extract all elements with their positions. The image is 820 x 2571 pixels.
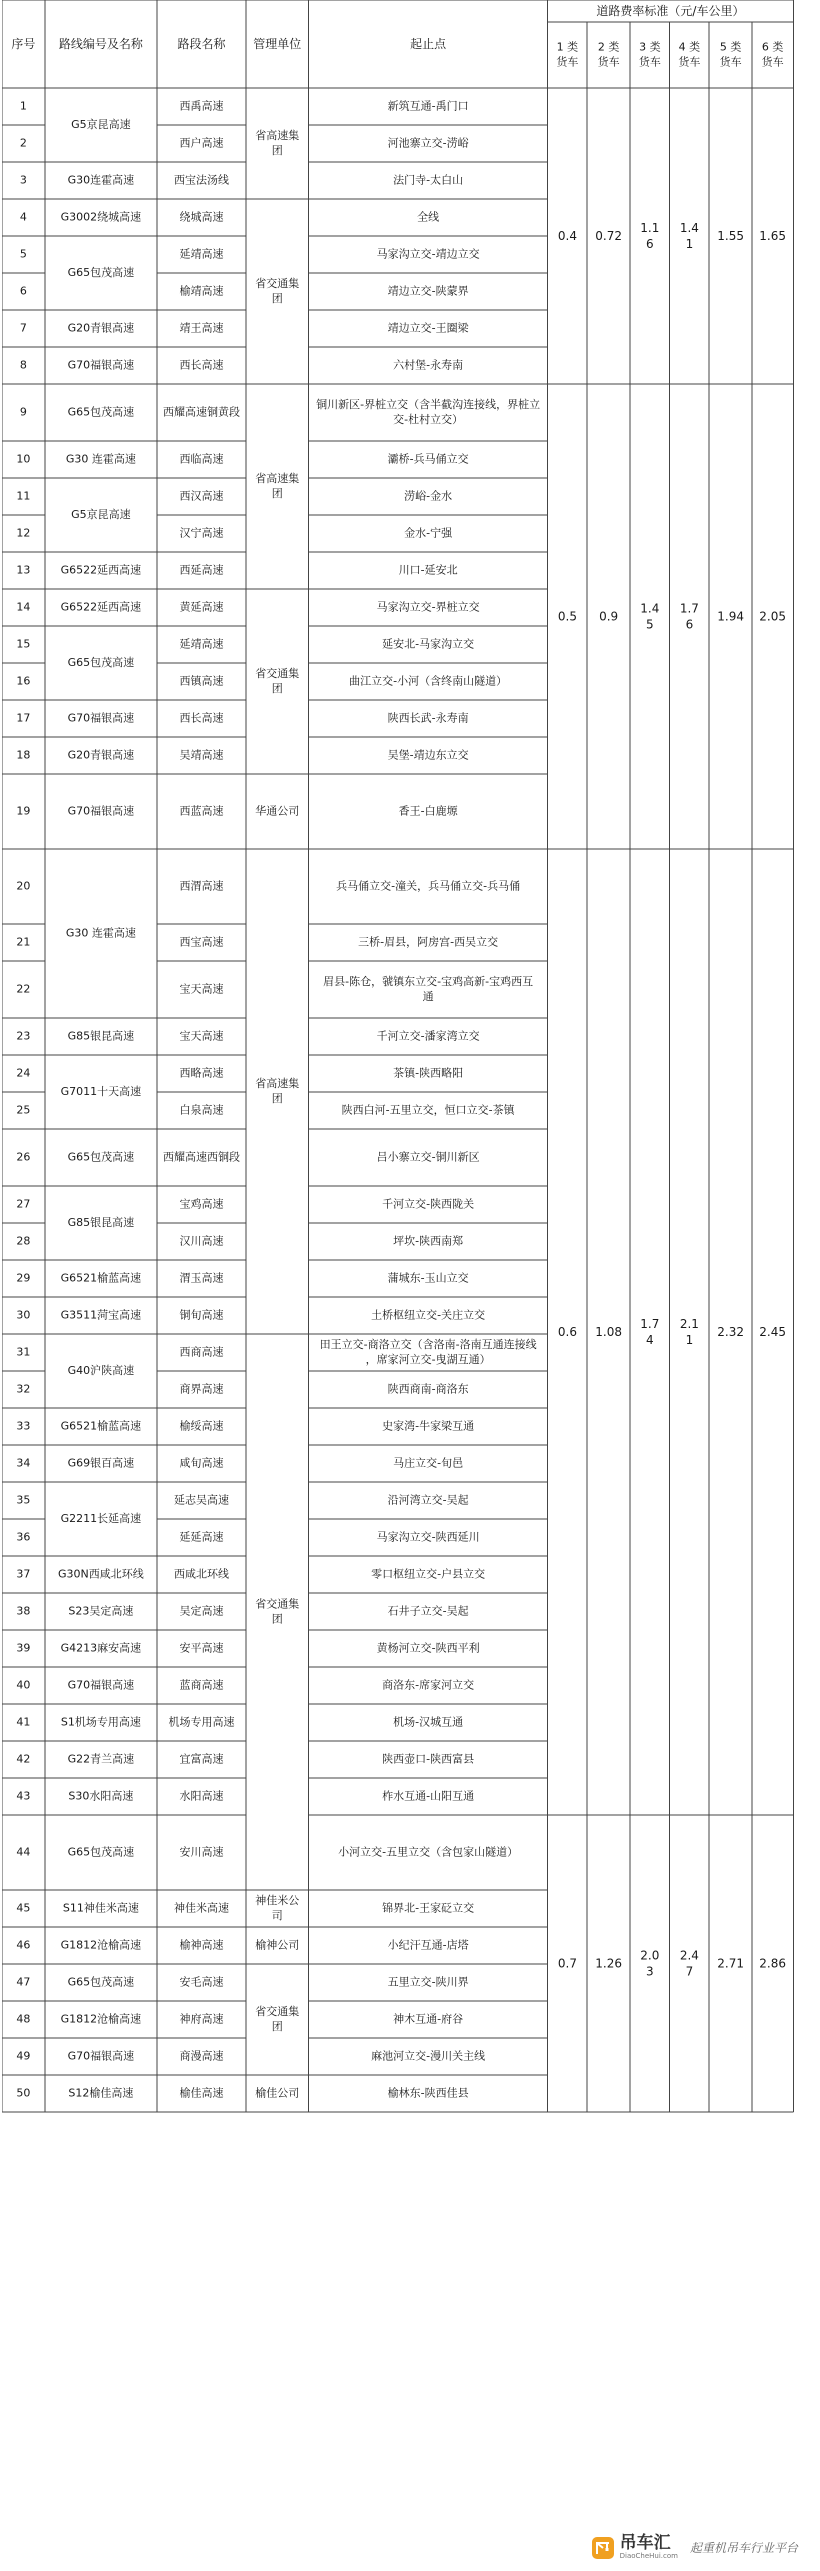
row-endpoints: 涝峪-金水 — [404, 489, 453, 503]
row-endpoints: 马家沟立交-靖边立交 — [376, 247, 480, 261]
row-seq: 43 — [16, 1789, 31, 1803]
row-seq: 7 — [19, 321, 27, 335]
row-section: 宝鸡高速 — [179, 1197, 224, 1211]
row-section: 西商高速 — [179, 1345, 224, 1359]
row-seq: 49 — [16, 2049, 31, 2063]
row-section: 吴靖高速 — [179, 748, 224, 762]
row-seq: 40 — [16, 1678, 31, 1692]
fee-rate-class-5: 1.94 — [717, 609, 744, 623]
row-endpoints: 柞水互通-山阳互通 — [382, 1789, 475, 1803]
row-endpoints: 三桥-眉县，阿房宫-西吴立交 — [358, 935, 499, 949]
header-class-5: 5 类货车 — [719, 40, 742, 69]
row-seq: 12 — [16, 526, 31, 540]
row-seq: 48 — [16, 2012, 31, 2026]
row-section: 宜富高速 — [179, 1752, 224, 1766]
row-endpoints: 金水-宁强 — [404, 526, 453, 540]
row-route: G70福银高速 — [67, 1678, 135, 1692]
row-route: G1812沧榆高速 — [60, 1938, 142, 1952]
row-seq: 23 — [16, 1029, 31, 1043]
fee-rate-class-4: 2.4 7 — [679, 1947, 699, 1979]
row-section: 延延高速 — [179, 1530, 224, 1544]
row-section: 西宝法汤线 — [173, 173, 229, 187]
row-section: 安毛高速 — [179, 1975, 224, 1989]
row-endpoints: 锦界北-王家砭立交 — [382, 1901, 475, 1915]
row-mgmt: 省交通集团 — [255, 277, 300, 305]
row-section: 绕城高速 — [179, 210, 224, 224]
row-section: 机场专用高速 — [168, 1715, 235, 1729]
row-endpoints: 兵马俑立交-潼关，兵马俑立交-兵马俑 — [336, 879, 521, 893]
row-endpoints: 新筑互通-禹门口 — [387, 99, 469, 113]
row-route: G1812沧榆高速 — [60, 2012, 142, 2026]
row-seq: 14 — [16, 600, 31, 614]
row-seq: 10 — [16, 452, 31, 466]
watermark-slogan: 起重机吊车行业平台 — [689, 2541, 798, 2555]
watermark — [586, 2532, 806, 2564]
fee-rate-class-5: 2.71 — [717, 1956, 744, 1970]
row-endpoints: 小纪汗互通-店塔 — [387, 1938, 469, 1952]
row-section: 西耀高速西铜段 — [162, 1150, 240, 1164]
fee-rate-class-4: 1.4 1 — [679, 220, 699, 251]
row-mgmt: 省交通集团 — [255, 2005, 300, 2033]
row-seq: 41 — [16, 1715, 31, 1729]
header-section: 路段名称 — [177, 36, 226, 51]
row-section: 榆佳高速 — [179, 2086, 224, 2100]
fee-rate-class-4: 2.1 1 — [679, 1316, 699, 1347]
row-endpoints: 马家沟立交-陕西延川 — [376, 1530, 480, 1544]
row-endpoints: 黄杨河立交-陕西平利 — [376, 1641, 480, 1655]
fee-rate-class-6: 1.65 — [759, 228, 787, 243]
row-section: 榆靖高速 — [179, 284, 224, 298]
row-seq: 13 — [16, 563, 31, 577]
row-route: S11神佳米高速 — [62, 1901, 139, 1915]
toll-rate-table — [2, 0, 818, 2571]
row-route: G65包茂高速 — [67, 1975, 135, 1989]
fee-rate-class-6: 2.05 — [759, 609, 787, 623]
row-route: G5京昆高速 — [71, 508, 131, 521]
row-route: G65包茂高速 — [67, 266, 135, 279]
row-route: G30N西咸北环线 — [58, 1567, 144, 1581]
row-endpoints: 马家沟立交-界桩立交 — [376, 600, 480, 614]
row-section: 西长高速 — [179, 358, 224, 372]
row-route: G70福银高速 — [67, 358, 135, 372]
row-mgmt: 省高速集团 — [255, 129, 300, 157]
fee-rate-class-1: 0.7 — [557, 1956, 577, 1970]
row-section: 西渭高速 — [179, 879, 224, 893]
row-route: G6522延西高速 — [60, 563, 142, 577]
row-section: 西禹高速 — [179, 99, 224, 113]
row-section: 靖王高速 — [179, 321, 224, 335]
row-endpoints: 吕小寨立交-铜川新区 — [376, 1150, 480, 1164]
row-section: 西镇高速 — [179, 674, 224, 688]
row-seq: 21 — [16, 935, 31, 949]
row-route: G3002绕城高速 — [60, 210, 142, 224]
row-endpoints: 河池寨立交-涝峪 — [387, 136, 469, 150]
row-endpoints: 千河立交-潘家湾立交 — [376, 1029, 480, 1043]
row-section: 商界高速 — [179, 1382, 224, 1396]
row-route: S1机场专用高速 — [60, 1715, 141, 1729]
row-endpoints: 茶镇-陕西略阳 — [393, 1066, 464, 1080]
header-endpoints: 起止点 — [410, 36, 447, 51]
row-route: S23吴定高速 — [68, 1604, 134, 1618]
row-seq: 5 — [19, 247, 27, 261]
header-class-4: 4 类货车 — [678, 40, 701, 69]
row-endpoints: 曲江立交-小河（含终南山隧道） — [349, 674, 508, 688]
row-section: 榆绥高速 — [179, 1419, 224, 1433]
fee-rate-class-1: 0.5 — [557, 609, 577, 623]
row-seq: 36 — [16, 1530, 31, 1544]
row-route: G65包茂高速 — [67, 1845, 135, 1859]
row-route: G70福银高速 — [67, 804, 135, 818]
row-section: 神府高速 — [179, 2012, 224, 2026]
row-route: G6522延西高速 — [60, 600, 142, 614]
row-endpoints: 麻池河立交-漫川关主线 — [371, 2049, 486, 2063]
fee-rate-class-6: 2.86 — [759, 1956, 787, 1970]
row-endpoints: 全线 — [417, 210, 440, 224]
header-class-1: 1 类货车 — [556, 40, 579, 69]
row-endpoints: 五里立交-陕川界 — [387, 1975, 469, 1989]
row-mgmt: 榆佳公司 — [255, 2086, 300, 2100]
row-endpoints: 坪坎-陕西南郑 — [393, 1234, 464, 1248]
row-route: G65包茂高速 — [67, 1150, 135, 1164]
row-route: G2211长延高速 — [60, 1512, 142, 1525]
row-seq: 17 — [16, 711, 31, 725]
watermark-name: 吊车汇 — [619, 2533, 671, 2553]
row-endpoints: 靖边立交-陕蒙界 — [387, 284, 469, 298]
watermark-url: DiaoCheHui.com — [619, 2552, 678, 2560]
row-route: G70福银高速 — [67, 2049, 135, 2063]
row-endpoints: 机场-汉城互通 — [393, 1715, 464, 1729]
row-section: 西蓝高速 — [179, 804, 224, 818]
row-endpoints: 千河立交-陕西陇关 — [382, 1197, 475, 1211]
row-seq: 39 — [16, 1641, 31, 1655]
row-section: 宝天高速 — [179, 1029, 224, 1043]
row-endpoints: 沿河湾立交-吴起 — [387, 1493, 469, 1507]
row-mgmt: 神佳米公司 — [255, 1894, 300, 1922]
row-endpoints: 眉县-陈仓，虢镇东立交-宝鸡高新-宝鸡西互通 — [323, 975, 534, 1003]
row-mgmt: 省交通集团 — [255, 1597, 300, 1626]
row-section: 黄延高速 — [179, 600, 224, 614]
fee-rate-class-5: 1.55 — [717, 228, 744, 243]
row-endpoints: 陕西商南-商洛东 — [387, 1382, 469, 1396]
row-section: 白泉高速 — [179, 1103, 224, 1117]
row-seq: 9 — [19, 405, 27, 419]
row-endpoints: 田王立交-商洛立交（含洛南-洛南互通连接线，席家河立交-曳湖互通） — [319, 1338, 537, 1366]
row-section: 榆神高速 — [179, 1938, 224, 1952]
row-endpoints: 法门寺-太白山 — [393, 173, 464, 187]
row-route: G6521榆蓝高速 — [60, 1271, 142, 1285]
row-route: G4213麻安高速 — [60, 1641, 142, 1655]
fee-rate-class-5: 2.32 — [717, 1324, 744, 1339]
row-endpoints: 榆林东-陕西佳县 — [387, 2086, 469, 2100]
row-endpoints: 延安北-马家沟立交 — [382, 637, 475, 651]
fee-rate-class-3: 1.1 6 — [640, 220, 660, 251]
header-class-3: 3 类货车 — [638, 40, 661, 69]
row-route: G85银昆高速 — [67, 1029, 135, 1043]
row-route: G22青兰高速 — [67, 1752, 135, 1766]
row-seq: 25 — [16, 1103, 31, 1117]
row-endpoints: 零口枢纽立交-户县立交 — [371, 1567, 486, 1581]
fee-rate-class-6: 2.45 — [759, 1324, 787, 1339]
row-section: 蓝商高速 — [179, 1678, 224, 1692]
crane-logo-icon — [592, 2537, 614, 2559]
row-route: G40沪陕高速 — [67, 1364, 135, 1377]
row-seq: 4 — [19, 210, 27, 224]
row-seq: 28 — [16, 1234, 31, 1248]
row-seq: 24 — [16, 1066, 31, 1080]
row-endpoints: 陕西壶口-陕西富县 — [382, 1752, 475, 1766]
row-section: 延靖高速 — [179, 247, 224, 261]
row-seq: 26 — [16, 1150, 31, 1164]
row-section: 安川高速 — [179, 1845, 224, 1859]
row-seq: 31 — [16, 1345, 31, 1359]
fee-rate-class-2: 1.08 — [595, 1324, 623, 1339]
row-endpoints: 香王-白鹿塬 — [398, 804, 458, 818]
row-section: 咸旬高速 — [179, 1456, 224, 1470]
row-seq: 38 — [16, 1604, 31, 1618]
row-endpoints: 商洛东-席家河立交 — [382, 1678, 475, 1692]
row-seq: 47 — [16, 1975, 31, 1989]
row-endpoints: 灞桥-兵马俑立交 — [387, 452, 469, 466]
row-endpoints: 陕西白河-五里立交，恒口立交-茶镇 — [341, 1103, 515, 1117]
row-seq: 37 — [16, 1567, 31, 1581]
row-route: G20青银高速 — [67, 321, 135, 335]
fee-rate-class-1: 0.6 — [557, 1324, 577, 1339]
fee-rate-class-3: 1.4 5 — [640, 600, 660, 632]
row-section: 西宝高速 — [179, 935, 224, 949]
row-section: 西临高速 — [179, 452, 224, 466]
fee-rate-class-4: 1.7 6 — [679, 600, 699, 632]
row-seq: 6 — [19, 284, 27, 298]
row-mgmt: 省高速集团 — [255, 1077, 300, 1105]
header-route: 路线编号及名称 — [58, 36, 143, 51]
row-section: 西户高速 — [179, 136, 224, 150]
row-route: G3511菏宝高速 — [60, 1308, 142, 1322]
row-endpoints: 吴堡-靖边东立交 — [387, 748, 469, 762]
row-route: G85银昆高速 — [67, 1216, 135, 1229]
row-seq: 15 — [16, 637, 31, 651]
row-seq: 35 — [16, 1493, 31, 1507]
row-section: 安平高速 — [179, 1641, 224, 1655]
row-seq: 34 — [16, 1456, 31, 1470]
row-section: 汉川高速 — [179, 1234, 224, 1248]
row-route: G30连霍高速 — [67, 173, 135, 187]
fee-rate-class-2: 0.72 — [595, 228, 623, 243]
row-route: G30 连霍高速 — [65, 452, 136, 466]
row-endpoints: 陕西长武-永寿南 — [387, 711, 469, 725]
row-endpoints: 神木互通-府谷 — [393, 2012, 464, 2026]
row-seq: 27 — [16, 1197, 31, 1211]
row-section: 水阳高速 — [179, 1789, 224, 1803]
header-class-2: 2 类货车 — [597, 40, 620, 69]
row-seq: 42 — [16, 1752, 31, 1766]
row-endpoints: 蒲城东-玉山立交 — [387, 1271, 469, 1285]
row-seq: 3 — [19, 173, 27, 187]
row-mgmt: 榆神公司 — [255, 1938, 300, 1952]
fee-rate-class-2: 0.9 — [599, 609, 619, 623]
row-seq: 11 — [16, 489, 31, 503]
row-section: 西长高速 — [179, 711, 224, 725]
row-endpoints: 马庄立交-旬邑 — [393, 1456, 464, 1470]
row-section: 商漫高速 — [179, 2049, 224, 2063]
row-endpoints: 史家湾-牛家梁互通 — [382, 1419, 475, 1433]
row-seq: 1 — [19, 99, 27, 113]
row-section: 神佳米高速 — [173, 1901, 229, 1915]
row-section: 铜旬高速 — [179, 1308, 224, 1322]
row-route: G65包茂高速 — [67, 405, 135, 419]
row-endpoints: 铜川新区-界桩立交（含半截沟连接线，界桩立交-杜村立交） — [316, 398, 541, 426]
row-seq: 22 — [16, 982, 31, 996]
row-route: G7011十天高速 — [60, 1085, 142, 1098]
row-route: G30 连霍高速 — [65, 926, 136, 940]
row-mgmt: 省高速集团 — [255, 472, 300, 500]
header-fee-title: 道路费率标准（元/车公里） — [596, 3, 745, 18]
row-section: 西汉高速 — [179, 489, 224, 503]
row-route: G6521榆蓝高速 — [60, 1419, 142, 1433]
row-section: 西耀高速铜黄段 — [162, 405, 240, 419]
row-route: G69银百高速 — [67, 1456, 135, 1470]
row-endpoints: 土桥枢纽立交-关庄立交 — [371, 1308, 486, 1322]
row-route: G65包茂高速 — [67, 656, 135, 669]
row-route: G5京昆高速 — [71, 118, 131, 131]
row-seq: 19 — [16, 804, 31, 818]
row-seq: 20 — [16, 879, 31, 893]
row-section: 西略高速 — [179, 1066, 224, 1080]
fee-rate-class-3: 1.7 4 — [640, 1316, 660, 1347]
row-section: 吴定高速 — [179, 1604, 224, 1618]
row-route: S12榆佳高速 — [68, 2086, 134, 2100]
row-endpoints: 靖边立交-王圈梁 — [387, 321, 469, 335]
row-section: 延靖高速 — [179, 637, 224, 651]
row-section: 宝天高速 — [179, 982, 224, 996]
row-seq: 2 — [19, 136, 27, 150]
header-class-6: 6 类货车 — [761, 40, 784, 69]
row-seq: 29 — [16, 1271, 31, 1285]
row-route: G70福银高速 — [67, 711, 135, 725]
row-endpoints: 石井子立交-吴起 — [387, 1604, 469, 1618]
row-seq: 44 — [16, 1845, 31, 1859]
row-route: G20青银高速 — [67, 748, 135, 762]
row-mgmt: 省交通集团 — [255, 667, 300, 695]
fee-rate-class-1: 0.4 — [557, 228, 577, 243]
row-seq: 18 — [16, 748, 31, 762]
row-section: 西延高速 — [179, 563, 224, 577]
header-seq: 序号 — [11, 36, 36, 51]
row-endpoints: 六村堡-永寿南 — [393, 358, 464, 372]
row-seq: 45 — [16, 1901, 31, 1915]
row-section: 延志吴高速 — [173, 1493, 229, 1507]
row-seq: 16 — [16, 674, 31, 688]
fee-rate-class-3: 2.0 3 — [640, 1947, 660, 1979]
row-seq: 33 — [16, 1419, 31, 1433]
row-seq: 8 — [19, 358, 27, 372]
fee-rate-class-2: 1.26 — [595, 1956, 623, 1970]
row-seq: 50 — [16, 2086, 31, 2100]
row-endpoints: 川口-延安北 — [398, 563, 458, 577]
row-seq: 32 — [16, 1382, 31, 1396]
row-endpoints: 小河立交-五里立交（含包家山隧道） — [338, 1845, 519, 1859]
row-route: S30水阳高速 — [68, 1789, 134, 1803]
row-mgmt: 华通公司 — [255, 804, 300, 818]
row-section: 西咸北环线 — [173, 1567, 229, 1581]
row-section: 渭玉高速 — [179, 1271, 224, 1285]
row-seq: 30 — [16, 1308, 31, 1322]
row-seq: 46 — [16, 1938, 31, 1952]
row-section: 汉宁高速 — [179, 526, 224, 540]
header-mgmt: 管理单位 — [253, 36, 302, 51]
